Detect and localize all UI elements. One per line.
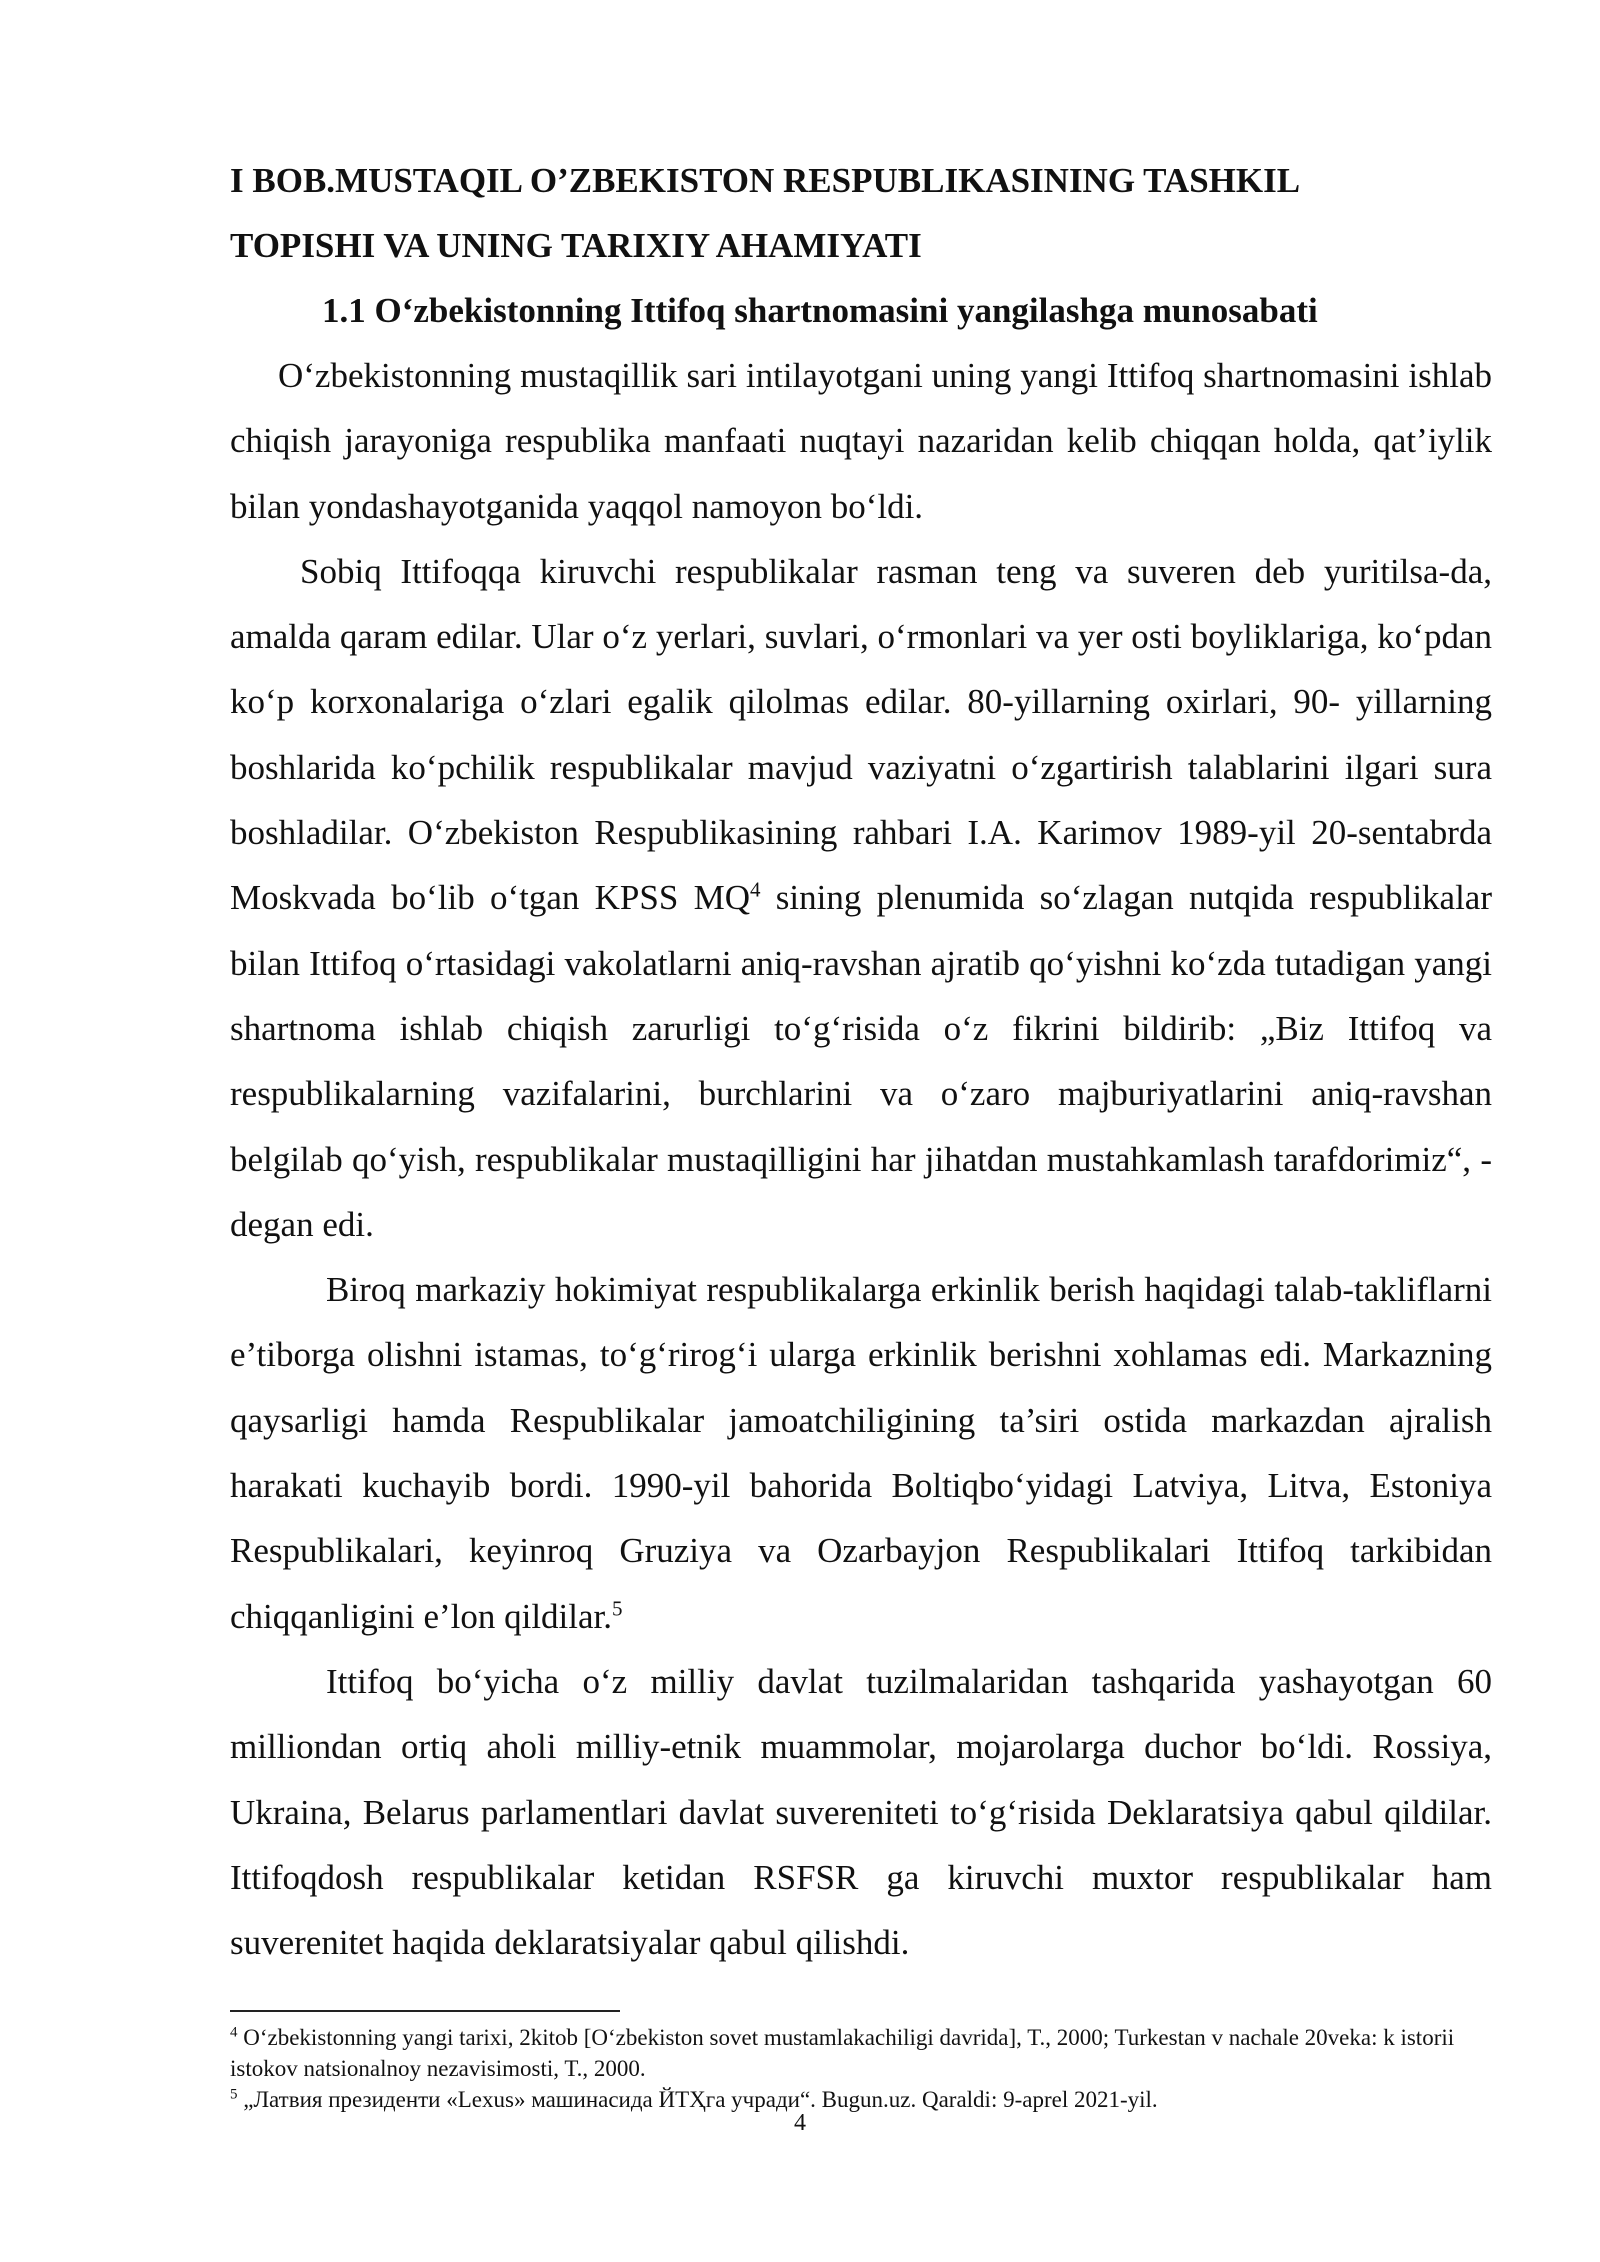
paragraph-2-part-b: sining plenumida so‘zlagan nutqida respublikalar bilan Ittifoq o‘rtasidagi vakolatlarni aniq-ravshan ajratib qo‘yishni ko‘zda tutadigan yangi shartnoma ishlab chiqish zarurligi to‘g‘risida o‘z fikrini bildirib: „Biz Ittifoq va respublikalarning vazifalarini, burchlarini va o‘zaro majburiyatlarini aniq-ravshan belgilab qo‘yish, respublikalar mustaqilligini har jihatdan mustahkamlash tarafdorimiz“, - degan edi. <box>230 878 1493 1244</box>
footnote-5-mark: 5 <box>230 2086 238 2103</box>
paragraph-4: Ittifoq bo‘yicha o‘z milliy davlat tuzilmalaridan tashqarida yashayotgan 60 milliondan ortiq aholi milliy-etnik muammolar, mojarolarga duchor bo‘ldi. Rossiya, Ukraina, Belarus parlamentlari davlat suvereniteti to‘g‘risida Deklaratsiya qabul qildilar. Ittifoqdosh respublikalar ketidan RSFSR ga kiruvchi muxtor respublikalar ham suverenitet haqida deklaratsiyalar qabul qilishdi. <box>230 1661 1492 1963</box>
chapter-title-line-2: TOPISHI VA UNING TARIXIY AHAMIYATI <box>230 226 922 265</box>
footnote-ref-5[interactable]: 5 <box>612 1595 623 1620</box>
chapter-title <box>230 148 1492 278</box>
footnote-4 <box>230 2022 1492 2084</box>
footnote-4-text: O‘zbekistonning yangi tarixi, 2kitob [O‘zbekiston sovet mustamlakachiligi davrida], T., 2000; Turkestan v nachale 20veka: k istorii istokov natsionalnoy nezavisimosti, T., 2000. <box>230 2025 1455 2081</box>
footnote-5-text: „Латвия президенти «Lexus» машинасида ЙТҲга учради“. Bugun.uz. Qaraldi: 9-aprel 2021-yil. <box>237 2087 1158 2112</box>
paragraph-1: O‘zbekistonning mustaqillik sari intilayotgani uning yangi Ittifoq shartnomasini ishlab chiqish jarayoniga respublika manfaati nuqtayi nazaridan kelib chiqqan holda, qat’iylik bilan yondashayotganida yaqqol namoyon bo‘ldi. <box>230 356 1492 526</box>
chapter-title-line-1: I BOB.MUSTAQIL O’ZBEKISTON RESPUBLIKASINING TASHKIL <box>230 161 1301 200</box>
page-body <box>230 148 1492 1975</box>
section-title: 1.1 O‘zbekistonning Ittifoq shartnomasini yangilashga munosabati <box>322 291 1318 330</box>
paragraph-2-part-a: Sobiq Ittifoqqa kiruvchi respublikalar rasman teng va suveren deb yuritilsa-da, amalda qaram edilar. Ular o‘z yerlari, suvlari, o‘rmonlari va yer osti boyliklariga, ko‘pdan ko‘p korxonalariga o‘zlari egalik qilolmas edilar. 80-yillarning oxirlari, 90- yillarning boshlarida ko‘pchilik respublikalar mavjud vaziyatni o‘zgartirish talablarini ilgari sura boshladilar. O‘zbekiston Respublikasining rahbari I.A. Karimov 1989-yil 20-sentabrda Moskvada bo‘lib o‘tgan KPSS MQ <box>230 551 1492 918</box>
paragraph-3 <box>230 1257 1492 1649</box>
paragraph-2 <box>230 539 1492 1257</box>
page-number: 4 <box>794 2110 806 2136</box>
footnote-ref-4[interactable]: 4 <box>750 877 761 902</box>
footnote-4-mark: 4 <box>230 2024 238 2041</box>
paragraph-3-text: Biroq markaziy hokimiyat respublikalarga erkinlik berish haqidagi talab-takliflarni e’tiborga olishni istamas, to‘g‘rirog‘i ularga erkinlik berishni xohlamas edi. Markazning qaysarligi hamda Respublikalar jamoatchiligining ta’siri ostida markazdan ajralish harakati kuchayib bordi. 1990-yil bahorida Boltiqbo‘yidagi Latviya, Litva, Estoniya Respublikalari, keyinroq Gruziya va Ozarbayjon Respublikalari Ittifoq tarkibidan chiqqanligini e’lon qildilar. <box>230 1270 1492 1636</box>
footnotes <box>230 2022 1492 2115</box>
footnote-separator <box>230 2010 620 2012</box>
